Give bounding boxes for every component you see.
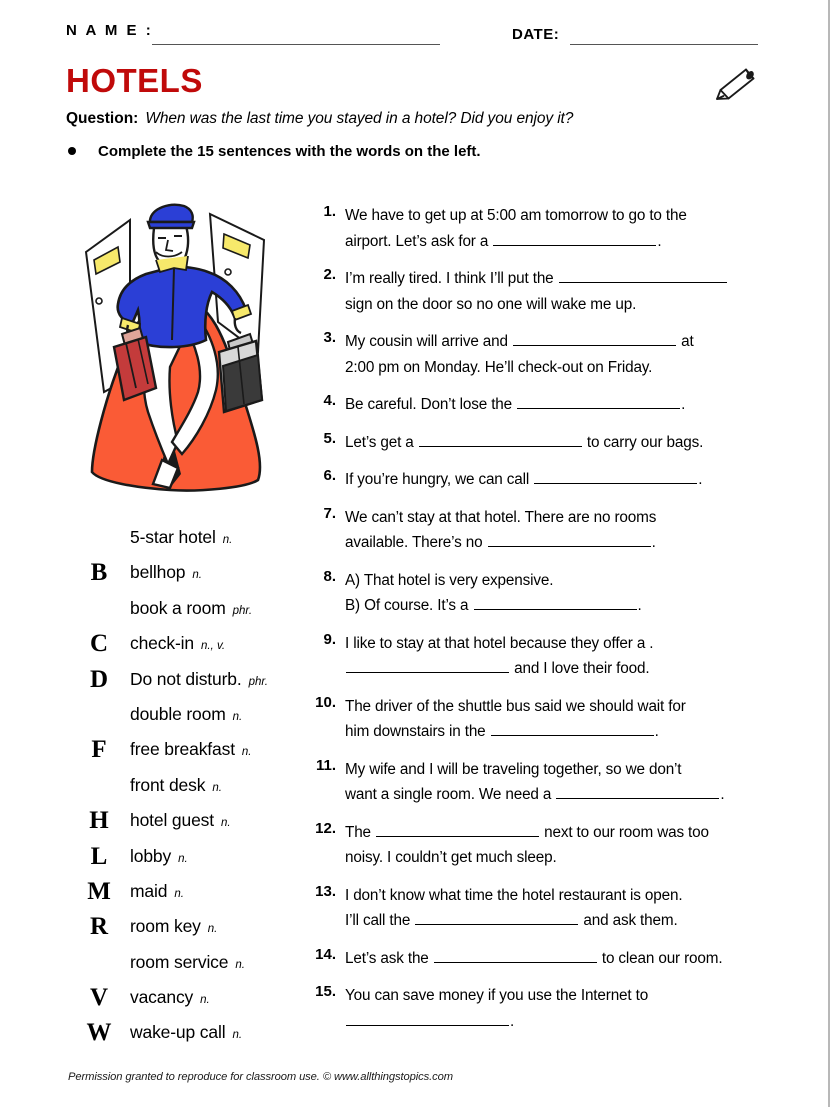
sentence-line <box>345 203 780 229</box>
sentence-line <box>345 631 780 657</box>
word-bank-pos: n. <box>220 817 231 830</box>
sentence-item <box>310 329 780 380</box>
sentence-line <box>345 782 780 808</box>
word-bank-term-text: double room <box>130 703 226 724</box>
sentence-text: . <box>637 597 642 614</box>
sentence-text: want a single room. We need a <box>345 786 556 803</box>
sentence-item <box>310 883 780 934</box>
word-bank-row <box>76 878 311 913</box>
sentence-line <box>345 292 780 318</box>
sentence-line <box>345 355 780 381</box>
word-bank-pos: n. <box>235 958 245 971</box>
name-write-line[interactable] <box>152 44 440 45</box>
sentence-text: A) That hotel is very expensive. <box>345 571 554 589</box>
sentence-text: My wife and I will be traveling together, so we don’t <box>345 760 682 778</box>
sentence-line <box>345 1009 780 1035</box>
sentence-body <box>345 631 780 682</box>
sentence-text: . <box>720 786 725 803</box>
word-bank-term[interactable] <box>130 952 245 973</box>
sentence-number: 12. <box>315 819 336 837</box>
word-bank-pos: n., v. <box>200 640 226 653</box>
sentence-number: 4. <box>323 392 336 409</box>
answer-blank[interactable] <box>488 531 651 547</box>
sentence-item <box>310 203 780 254</box>
sentence-body <box>345 430 780 456</box>
word-bank-term-text: front desk <box>130 774 206 795</box>
sentence-body <box>345 392 780 418</box>
word-bank-row <box>76 843 311 878</box>
sentence-line <box>345 530 780 556</box>
sentence-text: next to our room was too <box>540 823 709 841</box>
sentence-text: . <box>657 232 662 250</box>
word-bank-letter: R <box>89 913 109 941</box>
word-bank-term[interactable] <box>130 987 210 1008</box>
pencil-icon <box>706 63 762 109</box>
sentence-text: and ask them. <box>579 912 678 929</box>
word-bank-term-text: Do not disturb. <box>130 668 242 689</box>
answer-blank[interactable] <box>419 431 582 447</box>
sentence-body <box>345 983 780 1034</box>
bellhop-illustration <box>78 192 278 507</box>
sentence-item <box>310 820 780 871</box>
word-bank-row <box>76 913 311 948</box>
word-bank-row <box>76 595 311 630</box>
sentence-text: to clean our room. <box>597 949 723 967</box>
word-bank-term-text: lobby <box>130 845 172 866</box>
word-bank-term[interactable] <box>130 598 252 619</box>
answer-blank[interactable] <box>415 909 578 925</box>
sentence-text: . <box>654 723 659 740</box>
word-bank-row <box>76 736 311 771</box>
answer-blank[interactable] <box>493 230 656 246</box>
sentence-text: at <box>676 333 694 350</box>
word-bank-term[interactable] <box>130 633 225 654</box>
sentence-number: 5. <box>323 429 336 447</box>
word-bank-term[interactable] <box>130 881 184 902</box>
name-label: N A M E : <box>66 22 154 39</box>
sentence-text: The <box>345 823 376 841</box>
sentence-line <box>345 430 780 456</box>
sentence-item <box>310 505 780 556</box>
word-bank-letter: W <box>86 1019 112 1047</box>
word-bank-term[interactable] <box>130 775 222 796</box>
sentence-text: airport. Let’s ask for a <box>345 232 493 250</box>
sentence-text: I’m really tired. I think I’ll put the <box>345 270 558 287</box>
word-bank-term-text: room key <box>130 916 201 937</box>
word-bank-term[interactable] <box>130 810 231 831</box>
word-bank-letter: C <box>89 630 109 658</box>
sentence-line <box>345 845 780 871</box>
question-label: Question: <box>66 110 139 127</box>
sentence-text: him downstairs in the <box>345 723 490 740</box>
sentence-body <box>345 203 780 254</box>
word-bank-pos: n. <box>232 710 243 723</box>
sentence-body <box>345 329 780 380</box>
sentence-body <box>345 820 780 871</box>
sentence-text: My cousin will arrive and <box>345 333 512 350</box>
word-bank-term[interactable] <box>130 1022 242 1043</box>
sentence-number: 1. <box>323 203 336 220</box>
sentence-text: Let’s ask the <box>345 949 433 967</box>
sentence-line <box>345 467 780 493</box>
sentence-line <box>345 820 780 846</box>
word-bank-pos: phr. <box>248 675 268 688</box>
sentence-line <box>345 329 780 355</box>
word-bank-letter: L <box>90 842 108 870</box>
word-bank-pos: n. <box>174 887 184 900</box>
word-bank-term-text: vacancy <box>130 987 194 1008</box>
date-label: DATE: <box>512 26 560 43</box>
word-bank-pos: n. <box>192 569 202 582</box>
word-bank-term-text: book a room <box>130 597 226 618</box>
instruction-row <box>68 143 481 160</box>
sentence-body <box>345 505 780 556</box>
sentence-text: . <box>510 1012 515 1030</box>
sentence-text: 2:00 pm on Monday. He’ll check-out on Friday. <box>345 358 653 376</box>
answer-blank[interactable] <box>376 821 539 837</box>
copyright-footer: Permission granted to reproduce for classroom use. © www.allthingstopics.com <box>68 1071 453 1083</box>
word-bank-term[interactable] <box>130 527 232 548</box>
sentence-text: I’ll call the <box>345 912 415 929</box>
sentence-text: Let’s get a <box>345 433 418 451</box>
sentence-list <box>310 203 780 1046</box>
sentence-text: . <box>698 471 703 488</box>
sentence-line <box>345 266 780 292</box>
answer-blank[interactable] <box>513 330 676 346</box>
sentence-text: . <box>651 534 656 551</box>
word-bank-pos: n. <box>178 852 188 865</box>
sentence-text: If you’re hungry, we can call <box>345 471 534 488</box>
sentence-text: B) Of course. It’s a <box>345 597 473 614</box>
sentence-number: 11. <box>315 756 336 774</box>
word-bank-row <box>76 807 311 842</box>
sentence-number: 13. <box>315 882 336 900</box>
sentence-body <box>345 266 780 317</box>
page-title: HOTELS <box>66 62 203 99</box>
sentence-line <box>345 229 780 255</box>
answer-blank[interactable] <box>491 720 654 736</box>
word-bank-pos: phr. <box>232 604 253 617</box>
word-bank-term-text: room service <box>130 951 229 972</box>
sentence-text: Be careful. Don’t lose the <box>345 396 517 413</box>
word-bank-row <box>76 984 311 1019</box>
sentence-text: I like to stay at that hotel because they offer a . <box>345 634 654 652</box>
word-bank-row <box>76 949 311 984</box>
sentence-item <box>310 694 780 745</box>
sentence-number: 10. <box>315 693 336 711</box>
word-bank-term-text: free breakfast <box>130 739 235 760</box>
answer-blank[interactable] <box>474 594 637 610</box>
word-bank-pos: n. <box>241 746 252 759</box>
sentence-number: 9. <box>323 630 336 648</box>
word-bank <box>76 524 311 1055</box>
word-bank-row <box>76 559 311 594</box>
word-bank-pos: n. <box>200 994 210 1007</box>
word-bank-pos: n. <box>212 781 222 794</box>
sentence-line <box>345 883 780 909</box>
sentence-body <box>345 946 780 972</box>
sentence-item <box>310 392 780 418</box>
sentence-number: 7. <box>323 504 336 522</box>
sentence-body <box>345 467 780 493</box>
word-bank-row <box>76 1019 311 1054</box>
word-bank-term[interactable] <box>130 916 217 937</box>
sentence-item <box>310 430 780 456</box>
word-bank-row <box>76 524 311 559</box>
word-bank-letter: V <box>89 984 109 1012</box>
sentence-item <box>310 568 780 619</box>
sentence-text: noisy. I couldn’t get much sleep. <box>345 849 557 866</box>
sentence-body <box>345 694 780 745</box>
answer-blank[interactable] <box>559 267 727 283</box>
sentence-text: We can’t stay at that hotel. There are no rooms <box>345 508 657 526</box>
word-bank-term-text: 5-star hotel <box>130 527 216 547</box>
sentence-number: 2. <box>323 266 336 283</box>
word-bank-term-text: bellhop <box>130 562 186 583</box>
sentence-item <box>310 946 780 972</box>
sentence-number: 3. <box>323 329 336 346</box>
sentence-line <box>345 656 780 682</box>
sentence-item <box>310 983 780 1034</box>
word-bank-letter: B <box>90 559 108 587</box>
word-bank-letter: D <box>89 665 109 693</box>
sentence-body <box>345 883 780 934</box>
sentence-text: We have to get up at 5:00 am tomorrow to go to the <box>345 207 687 224</box>
answer-blank[interactable] <box>346 1010 509 1026</box>
word-bank-term[interactable] <box>130 846 188 867</box>
word-bank-row <box>76 666 311 701</box>
word-bank-pos: n. <box>222 534 233 546</box>
sentence-text: available. There’s no <box>345 534 487 551</box>
sentence-line <box>345 694 780 720</box>
sentence-text: I don’t know what time the hotel restaurant is open. <box>345 886 683 904</box>
sentence-text: sign on the door so no one will wake me up. <box>345 295 637 313</box>
sentence-line <box>345 593 780 619</box>
word-bank-term[interactable] <box>130 704 242 725</box>
sentence-line <box>345 946 780 972</box>
sentence-number: 8. <box>323 567 336 585</box>
sentence-line <box>345 505 780 531</box>
word-bank-row <box>76 630 311 665</box>
sentence-body <box>345 568 780 619</box>
sentence-line <box>345 908 780 934</box>
sentence-number: 15. <box>315 983 336 1000</box>
word-bank-letter: M <box>87 877 111 905</box>
question-text: When was the last time you stayed in a hotel? Did you enjoy it? <box>145 110 574 127</box>
date-write-line[interactable] <box>570 44 758 45</box>
word-bank-pos: n. <box>232 1029 243 1042</box>
word-bank-row <box>76 701 311 736</box>
word-bank-term-text: wake-up call <box>130 1022 226 1043</box>
word-bank-letter: H <box>89 807 109 835</box>
word-bank-letter: F <box>91 736 107 764</box>
sentence-item <box>310 467 780 493</box>
sentence-body <box>345 757 780 808</box>
sentence-text: You can save money if you use the Internet to <box>345 987 649 1004</box>
answer-blank[interactable] <box>346 657 509 673</box>
answer-blank[interactable] <box>556 783 719 799</box>
sentence-line <box>345 983 780 1009</box>
sentence-line <box>345 392 780 418</box>
word-bank-term[interactable] <box>130 562 202 583</box>
bullet-icon <box>68 147 76 155</box>
word-bank-term-text: check-in <box>130 633 194 654</box>
answer-blank[interactable] <box>534 468 697 484</box>
word-bank-term-text: maid <box>130 880 168 901</box>
sentence-item <box>310 631 780 682</box>
answer-blank[interactable] <box>517 393 680 409</box>
sentence-text: and I love their food. <box>510 660 650 677</box>
sentence-item <box>310 757 780 808</box>
word-bank-term[interactable] <box>130 739 252 760</box>
answer-blank[interactable] <box>434 947 597 963</box>
sentence-item <box>310 266 780 317</box>
word-bank-term[interactable] <box>130 669 268 690</box>
sentence-line <box>345 719 780 745</box>
sentence-line <box>345 568 780 594</box>
sentence-text: . <box>681 396 686 413</box>
sentence-text: to carry our bags. <box>582 433 704 451</box>
sentence-number: 6. <box>323 467 336 484</box>
instruction-text: Complete the 15 sentences with the words on the left. <box>98 143 481 160</box>
sentence-line <box>345 757 780 783</box>
word-bank-term-text: hotel guest <box>130 810 214 831</box>
sentence-number: 14. <box>315 945 336 963</box>
sentence-text: The driver of the shuttle bus said we should wait for <box>345 697 686 715</box>
word-bank-pos: n. <box>207 923 218 936</box>
word-bank-row <box>76 772 311 807</box>
question-row <box>66 110 573 128</box>
